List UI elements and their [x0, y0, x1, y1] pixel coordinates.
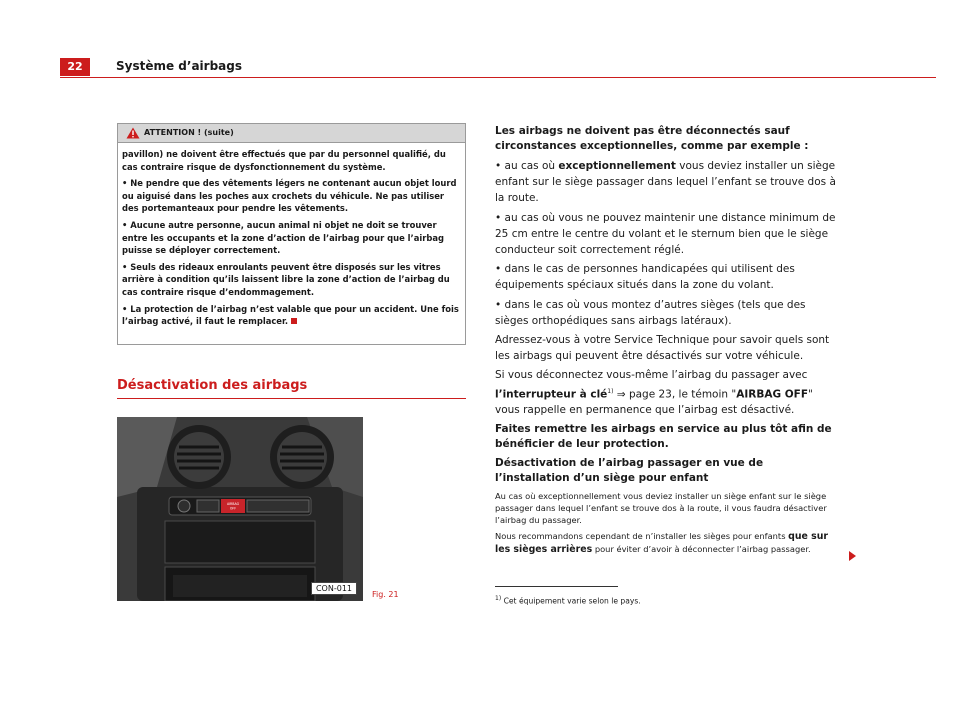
warning-body [118, 143, 465, 328]
page-number: 22 [60, 58, 90, 76]
end-marker-icon [291, 318, 297, 324]
warning-header [118, 124, 465, 143]
header-rule [60, 77, 936, 78]
small-paragraph-2-bold: que sur les sièges arrières [495, 530, 829, 556]
right-column [495, 124, 840, 560]
warning-paragraph: • Aucune autre personne, aucun animal ni objet ne doit se trouver entre les occupants et la zone d’action de l’airbag pour que l’airbag puisse se déployer correctement. [122, 219, 445, 256]
figure-code: CON-011 [311, 582, 357, 595]
warning-paragraph: • Seuls des rideaux enroulants peuvent être disposés sur les vitres arrière à condition qu’ils laissent libre la zone d’action de l’airbag du cas contraire risque d’endommagement. [122, 261, 450, 297]
footnote-rule [495, 586, 618, 587]
key-switch-rest: " vous rappelle en permanence que l’airbag est désactivé. [495, 388, 813, 417]
small-paragraph-2-rest: pour éviter d’avoir à déconnecter l’airbag passager. [592, 544, 811, 555]
heading-reactivate: Faites remettre les airbags en service au plus tôt afin de bénéficier de leur protection. [495, 422, 832, 450]
small-paragraph-2 [495, 530, 840, 557]
figure-label: Fig. 21 [372, 590, 399, 599]
warning-paragraph-last [122, 303, 461, 328]
deactivation-rule [117, 398, 466, 399]
footnote-mark: 1) [495, 595, 502, 602]
airbag-off-label-line1: AIRBAG [226, 502, 240, 506]
bullet-3: • dans le cas de personnes handicapées qui utilisent des équipements spéciaux situés dans la zone du volant. [495, 263, 795, 292]
airbag-off-label-line2: OFF [229, 506, 237, 511]
airbag-off-bold: AIRBAG OFF [736, 388, 809, 401]
heading-child-seat: Désactivation de l’airbag passager en vue de l’installation d’un siège pour enfant [495, 456, 764, 484]
bullet-4: • dans le cas où vous montez d’autres sièges (tels que des sièges orthopédiques sans airbags latéraux). [495, 298, 806, 327]
paragraph-key-switch [495, 367, 840, 418]
bullet-1-bold: exceptionnellement [558, 160, 676, 172]
page-reference[interactable]: ⇒ page 23, le témoin " [613, 388, 737, 401]
dashboard-illustration [117, 417, 363, 601]
footnote [495, 595, 641, 606]
warning-title: ATTENTION ! (suite) [144, 128, 234, 137]
page-header [60, 58, 936, 78]
warning-box [117, 123, 466, 345]
footnote-text: Cet équipement varie selon le pays. [501, 596, 641, 606]
dashboard-photo [117, 417, 363, 601]
bullet-1-rest: vous deviez installer un siège enfant sur le siège passager dans lequel l’enfant se trouve dos à la route. [495, 160, 836, 205]
deactivation-heading: Désactivation des airbags [117, 378, 308, 393]
bullet-2: • au cas où vous ne pouvez maintenir une distance minimum de 25 cm entre le centre du volant et le sternum bien que le siège conducteur soit correctement réglé. [495, 211, 836, 257]
warning-paragraph: pavillon) ne doivent être effectués que par du personnel qualifié, du cas contraire risque de dysfonctionnement du système. [122, 149, 446, 172]
small-paragraph-2-text: Nous recommandons cependant de n’installer les sièges pour enfants [495, 530, 789, 541]
warning-paragraph: • La protection de l’airbag n’est valable que pour un accident. Une fois l’airbag activé, il faut le remplacer. [122, 303, 459, 327]
bullet-1 [495, 158, 840, 207]
footnote-ref[interactable]: 1) [607, 387, 614, 395]
heading-circumstances: Les airbags ne doivent pas être déconnectés sauf circonstances exceptionnelles, comme par exemple : [495, 125, 809, 152]
key-switch-bold: l’interrupteur à clé [495, 388, 608, 401]
small-paragraph-1: Au cas où exceptionnellement vous deviez installer un siège enfant sur le siège passager dans lequel l’enfant se trouve dos à la route, il vous faudra désactiver l’airbag du passager. [495, 490, 827, 526]
warning-triangle-icon [126, 127, 140, 139]
key-switch-text: Si vous déconnectez vous-même l’airbag du passager avec [495, 369, 808, 382]
paragraph-service: Adressez-vous à votre Service Technique pour savoir quels sont les airbags qui peuvent être désactivés sur votre véhicule. [495, 334, 830, 363]
section-title: Système d’airbags [116, 59, 242, 73]
bullet-1-text: • au cas où [495, 160, 559, 172]
warning-paragraph: • Ne pendre que des vêtements légers ne contenant aucun objet lourd ou aiguisé dans les poches aux crochets du véhicule. Ne pas utiliser des portemanteaux pour pendre les vêtements. [122, 178, 457, 214]
continue-arrow-icon [849, 551, 856, 561]
